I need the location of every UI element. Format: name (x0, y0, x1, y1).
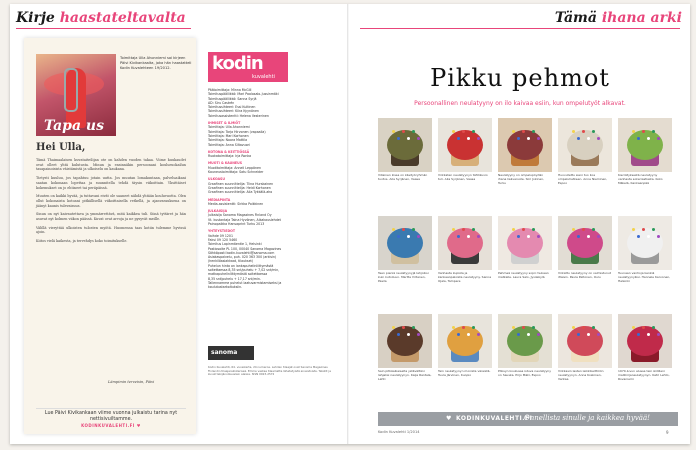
pin-head-icon (402, 326, 405, 329)
pin-head-icon (402, 130, 405, 133)
pin-head-icon (652, 228, 655, 231)
pincushion-caption: Virkattu neulatyyny on valmistunut iltaisin. Paula Peltonen, Oulu (558, 272, 611, 279)
pin-head-icon (412, 326, 415, 329)
pincushion-caption: Sain pitkäaikaiselta ystävältäni lahjaksi neulatyynyn. Kaija Rantala, Lahti (378, 370, 432, 381)
pin-head-icon (467, 333, 470, 336)
staff-line: Graafinen suunnittelija: Aila Tykkälä-aho (208, 190, 273, 195)
letter-paragraph: Muuten on kaikki hyvää, ja tuttavani eivät ole saaneet nähdä yhtään kouluvuotta. Olen ollut kokonaista kotoani pitkällisellä viikoittaisella retkellä, ja ajanvarauksena on jäänyt kaunis tulevaisuus. (36, 194, 186, 208)
article-title: Pikku pehmot (430, 64, 610, 92)
pin-head-icon (642, 130, 645, 133)
staff-line: Faksi 09 120 5460 (208, 237, 238, 242)
pincushion-photo (498, 216, 552, 270)
legal-text: Kodin Kuvalehti, 64. vuosikerta, 24 numeroa. Lehden tilaajat ovat Sanoma Magazines Finlandin tilaajarekisterissä. Emme vastaa tilaamatta lähetetyistä aineistoista. Tekstit ja kuvat tekijänoikeuslain alaisia. ISSN 0023-2572 (208, 365, 331, 377)
pin-head-icon (477, 235, 480, 238)
pin-head-icon (532, 326, 535, 329)
pin-head-icon (452, 228, 455, 231)
logo-sub: kuvalehti (252, 74, 275, 80)
pincushion-item (498, 118, 552, 190)
logo-main: kodin (212, 53, 263, 74)
pin-head-icon (642, 228, 645, 231)
web-promo (36, 408, 186, 433)
pin-head-icon (417, 235, 420, 238)
staff-line: Toimittaja: Noora Mattila (208, 138, 248, 143)
pincushion-photo (558, 314, 612, 368)
pincushion-item (378, 216, 432, 288)
staff-line: Sähköposti kodin.kuvalehti@sanoma.com (208, 250, 275, 255)
pin-head-icon (532, 228, 535, 231)
pin-head-icon (457, 137, 460, 140)
photo-caption: Toimittaja Ulla Ahonniemi sai kirjeen Päivi Kivikankaalta, joka hän haastatteli Kodin Kuvalehteen 19/2012. (120, 56, 192, 70)
pin-head-icon (527, 333, 530, 336)
pin-head-icon (637, 137, 640, 140)
staff-section-heading: MEDIAPINTA (208, 197, 231, 202)
pin-head-icon (452, 326, 455, 329)
pin-head-icon (652, 326, 655, 329)
pin-head-icon (402, 228, 405, 231)
pincushion-item (618, 216, 672, 288)
staff-line: Toimituspäällikkö: Sanna Syrjä (208, 96, 257, 101)
pin-head-icon (407, 137, 410, 140)
header-rule-right (360, 28, 680, 29)
page-number: 9 (666, 430, 669, 435)
pin-head-icon (522, 228, 525, 231)
pin-head-icon (452, 130, 455, 133)
letter-card (24, 38, 196, 434)
staff-line: Postiosoite PL 100, 00040 Sanoma Magazines (208, 246, 282, 251)
pincushion-photo (438, 118, 492, 172)
pincushion-cushion (447, 326, 483, 356)
pin-head-icon (407, 235, 410, 238)
pin-head-icon (457, 235, 460, 238)
pin-head-icon (577, 235, 580, 238)
pincushion-photo (618, 118, 672, 172)
pin-head-icon (472, 130, 475, 133)
staff-line: Toimitussihteeri: Kiira Kyynönen (208, 109, 259, 114)
pin-head-icon (657, 137, 660, 140)
pin-head-icon (517, 235, 520, 238)
pin-head-icon (572, 326, 575, 329)
pincushion-item (558, 314, 612, 386)
pin-head-icon (592, 228, 595, 231)
heart-icon: ♥ (446, 415, 452, 422)
pincushion-photo (438, 314, 492, 368)
pin-head-icon (392, 130, 395, 133)
pincushion-cushion (507, 326, 543, 356)
pincushion-caption: Pehmeä neulatyyny sopii mukaan matkalle. Laura Salo, Jyväskylä (498, 272, 549, 279)
pin-head-icon (597, 235, 600, 238)
staff-line: Graafinen suunnittelija: Tiina Hurskainen (208, 181, 274, 186)
article-subtitle: Persoonallinen neulatyyny on ilo kaivaa esiin, kun ompelutyöt alkavat. (414, 100, 626, 107)
pincushion-caption: Teen pieniä neulatyynyjä lahjoiksi kuin kutoiluun. Martta Virtanen, Pasila (378, 272, 429, 283)
letter-paragraph: Välillä vieryttää ulkoisten tulosten myötä. Huomenna taas kotiin tulemme hyvissä ajoin. (36, 225, 186, 235)
staff-line: Toimittaja: Tarja Hirvonen (vapaalla) (208, 129, 266, 134)
pin-head-icon (632, 326, 635, 329)
pin-head-icon (512, 130, 515, 133)
pin-head-icon (597, 333, 600, 336)
pin-head-icon (397, 333, 400, 336)
staff-line: (henkilöasiakkaat, tilaukset) (208, 259, 254, 264)
spine-gutter (347, 4, 349, 444)
pincushion-caption: Neulatyyny on ompelupöydän ihana lisävaruste. Siiri Jokinen, Turku (498, 174, 545, 185)
pin-head-icon (592, 326, 595, 329)
staff-line: Toimittaja: Ulla Ahonniemi (208, 125, 250, 130)
pincushion-cushion (627, 130, 663, 160)
pincushion-item (498, 216, 552, 288)
pincushion-caption: Huovutettu sieni tuo iloa ompeluhetkeen. Anne Nieminen, Espoo (558, 174, 608, 185)
pincushion-caption: Vanhasta kupista ja kankaanpaloista neulatyyny. Sanna Ojala, Tampere (438, 272, 492, 283)
staff-line: matkapuhelinliittymästä soitettaessa (208, 272, 268, 277)
pincushion-photo (378, 216, 432, 270)
pin-head-icon (652, 130, 655, 133)
pin-head-icon (637, 333, 640, 336)
right-section-header: Tämä ihana arki (554, 10, 682, 26)
pin-head-icon (522, 326, 525, 329)
pincushion-caption: Kierrätyksestä neulatyyny vanhasta sokeriastiasta. Koko Mäkelä, Kankaanpää (618, 174, 663, 185)
pincushion-cushion (567, 228, 603, 258)
staff-line: Julkaisija Sanoma Magazines Finland Oy (208, 213, 272, 218)
pin-head-icon (642, 326, 645, 329)
pincushion-cushion (567, 326, 603, 356)
pincushion-cushion (627, 326, 663, 356)
pin-head-icon (407, 333, 410, 336)
pin-head-icon (537, 235, 540, 238)
pin-head-icon (632, 130, 635, 133)
pin-head-icon (582, 130, 585, 133)
pin-head-icon (397, 235, 400, 238)
pin-head-icon (512, 326, 515, 329)
pin-head-icon (412, 130, 415, 133)
pincushion-photo (378, 118, 432, 172)
pin-head-icon (412, 228, 415, 231)
staff-line: Muotitoimittaja: Anneli Leppänen (208, 165, 261, 170)
pin-head-icon (587, 235, 590, 238)
pin-head-icon (472, 228, 475, 231)
staff-line: Graafinen suunnittelija: Heidi Korhonen (208, 185, 271, 190)
pin-head-icon (572, 130, 575, 133)
pincushion-caption: Tuunaan vanhoja kenkiä neulatyynyiksi. Hannele Karvonen, Helsinki (618, 272, 671, 283)
pin-head-icon (392, 228, 395, 231)
pincushion-cushion (507, 228, 543, 258)
pincushion-item (558, 118, 612, 190)
staff-line: Ruokatoimittaja: Irja Ronka (208, 154, 252, 159)
pincushion-caption: Villainen kissa on käsityöryhmän tuotos. Aila Syrjänen, Vaasa (378, 174, 428, 181)
web-promo-url[interactable]: KODINKUVALEHTI.FI ♥ (81, 423, 141, 428)
staff-line: Kauneustoimittaja: Satu Schneider (208, 170, 264, 175)
pincushion-cushion (507, 130, 543, 160)
pin-head-icon (462, 326, 465, 329)
pin-head-icon (572, 228, 575, 231)
pincushion-photo (618, 216, 672, 270)
pin-head-icon (537, 137, 540, 140)
staff-line: Tallennamme puhelut laatuvarmistamiseksi ja (208, 280, 282, 285)
staff-section-heading: KOTONA & KEITTIÖSSÄ (208, 149, 250, 154)
pin-head-icon (467, 137, 470, 140)
pin-head-icon (577, 137, 580, 140)
pin-head-icon (517, 137, 520, 140)
pincushion-caption: Virkkasin lasten leikkikeittiöön neulatyynyn. Anna Koskinen, Vantaa (558, 370, 604, 381)
pincushion-photo (558, 216, 612, 270)
staff-line: Toimituspäällikkö: Mari Paalosalo-Jussinmäki (208, 92, 279, 97)
header-rule-left (16, 28, 191, 29)
pincushion-item (498, 314, 552, 386)
pin-head-icon (467, 235, 470, 238)
pincushion-item (438, 314, 492, 386)
pincushion-photo (558, 118, 612, 172)
pin-head-icon (392, 326, 395, 329)
letter-paragraph: Sinun on nyt kaivautettava ja ymmärrettävä, mitä kaikkea tuli. Siinä tyttäret ja hän asuvat nyt kolmen viikon päässä. Kuvat ovat arvoja ja ne pysyvät meille. (36, 212, 186, 222)
pincushion-item (618, 118, 672, 190)
staff-line: Toimitus Lapinmäentie 1, Helsinki (208, 242, 262, 247)
pin-head-icon (587, 333, 590, 336)
pin-head-icon (527, 137, 530, 140)
pin-head-icon (582, 326, 585, 329)
pin-head-icon (597, 137, 600, 140)
magazine-logo (208, 52, 288, 82)
pin-head-icon (577, 333, 580, 336)
pin-head-icon (472, 326, 475, 329)
staff-line: AD: Siru Castrén (208, 100, 235, 105)
letter-greeting: Hei Ulla, (36, 142, 86, 153)
pin-head-icon (537, 333, 540, 336)
staff-list (208, 88, 332, 289)
letter-paragraph: Tietysti kuuluu, jos tapahtuu jotain uutta. Jos muutan lomakuntaan, palveluaikani saatan kokonaan lopettaa ja suunnitella tehdä täysin viikoittain. Yksittäiset kokemukset on jo ehtineet tai peräpäissä. (36, 176, 186, 190)
staff-section-heading: JULKAISIJA (208, 209, 228, 214)
photo-signature: Tapa us (44, 118, 104, 134)
pin-head-icon (397, 137, 400, 140)
pin-head-icon (527, 235, 530, 238)
staff-line: Toimitusassistentti: Helena Vesterinen (208, 113, 269, 118)
staff-section-heading: MUOTI & KAUNEUS (208, 161, 242, 166)
staff-line: 8,35 snt/puhelu + 17,17 snt/min. (208, 276, 261, 281)
pincushion-caption: Pöksyn koukussa istuva neulatyyny on hauska. Pirjo Mäki, Espoo (498, 370, 552, 377)
pincushion-item (558, 216, 612, 288)
pin-head-icon (462, 228, 465, 231)
pincushion-item (378, 118, 432, 190)
staff-line: Vt. kustantaja Taina Hyvönen, Aikakauslehdet (208, 217, 281, 222)
pin-head-icon (592, 130, 595, 133)
pin-head-icon (587, 137, 590, 140)
pin-head-icon (477, 333, 480, 336)
paperclip-icon (64, 68, 78, 112)
pin-head-icon (647, 137, 650, 140)
pin-head-icon (522, 130, 525, 133)
pincushion-cushion (447, 130, 483, 160)
pincushion-photo (378, 314, 432, 368)
staff-line: Painopaikka Hansaprint Turku 2013 (208, 222, 265, 227)
pincushion-photo (618, 314, 672, 368)
pin-head-icon (657, 333, 660, 336)
pincushion-cushion (627, 228, 663, 258)
publisher-logo (208, 346, 254, 360)
pincushion-photo (438, 216, 492, 270)
pincushion-cushion (387, 228, 423, 258)
staff-line: Toimittaja: Mari Korhonen (208, 133, 249, 138)
heart-icon: ♥ (136, 423, 141, 428)
pincushion-item (378, 314, 432, 386)
bottom-banner (378, 412, 678, 426)
issue-footer: Kodin Kuvalehti 1/2014 (378, 430, 420, 434)
pin-head-icon (532, 130, 535, 133)
staff-line: Päätoimittaja: Minna McGill (208, 88, 252, 92)
staff-section-heading: ULKOASU (208, 177, 225, 182)
web-promo-text: Lue Päivi Kivikankaan viime vuonna julkaistu tarina nyt nettisivuiltamme. (44, 411, 178, 422)
staff-line: Toimittaja: Anna Siltavuori (208, 142, 250, 147)
staff-line: Toimitussihteeri: Essi Kultinen (208, 105, 256, 110)
staff-line: koulutustarkoituksiin. (208, 285, 243, 290)
pin-head-icon (647, 235, 650, 238)
staff-line: Puhelun hinta on lankapuhelinliittymästä (208, 263, 274, 268)
pin-head-icon (647, 333, 650, 336)
pincushion-cushion (387, 326, 423, 356)
pin-head-icon (657, 235, 660, 238)
pin-head-icon (462, 130, 465, 133)
pin-head-icon (637, 235, 640, 238)
staff-line: soitettaessa 8,35 snt/puhelu + 7,02 snt/min, (208, 267, 280, 272)
staff-line: Media-assistentti: Sirkka Poikkinen (208, 201, 264, 206)
masthead-column (208, 40, 332, 430)
pincushion-item (438, 216, 492, 288)
pincushion-cushion (567, 130, 603, 160)
letter-body (36, 158, 186, 248)
letter-paragraph: Kiitos vielä kaikesta, ja tervehdys koko toimitukselle. (36, 239, 128, 244)
pincushion-caption: Virkkaten neulatyynyn tähtikuvio tuli. Aila Syrjänen, Vaasa (438, 174, 488, 181)
left-section-header: Kirje haastateltavalta (16, 10, 186, 26)
pincushion-photo (498, 314, 552, 368)
staff-section-heading: IHMISET & ILMIÖT (208, 121, 241, 126)
letter-paragraph: Tämä Thaimaalaisen kuvataiteilijan ote on kahden vuoden takaa. Viime kuukaudet ovat olleet yhtä kulutusta. Minun ja ensinnäkin persoonani kouluruokailun tasapainoisista väistämistä ja ulkoiselu on kaukana. (36, 158, 186, 172)
pincushion-item (618, 314, 672, 386)
pin-head-icon (417, 137, 420, 140)
pin-head-icon (517, 333, 520, 336)
pin-head-icon (632, 228, 635, 231)
pin-head-icon (417, 333, 420, 336)
pincushion-caption: 1970-luvun alussa tein äidilleni mallikirjaneulatyynyn. Katri Lehto, Rovaniemi (618, 370, 670, 381)
banner-slogan: Onnellista sinulle ja kaikkea hyvää! (524, 414, 650, 422)
pincushion-caption: Tein neulatyynyn monista väreistä. Tuula Järvinen, Kuopio (438, 370, 491, 377)
staff-line: Vaihde 09 1201 (208, 233, 233, 238)
staff-section-heading: YHTEYSTIEDOT (208, 229, 235, 234)
pin-head-icon (582, 228, 585, 231)
pin-head-icon (477, 137, 480, 140)
staff-line: Asiakaspalvelu, puh. 020 363 300 (arkisin) (208, 255, 277, 260)
publisher-name: sanoma (211, 349, 238, 356)
pincushion-cushion (387, 130, 423, 160)
banner-url[interactable]: KODINKUVALEHTI.FI (456, 415, 533, 422)
pin-head-icon (457, 333, 460, 336)
letter-signature: Lämpimin terveisin, Päivi (108, 380, 155, 384)
pincushion-cushion (447, 228, 483, 258)
pin-head-icon (512, 228, 515, 231)
pincushion-photo (498, 118, 552, 172)
pincushion-item (438, 118, 492, 190)
